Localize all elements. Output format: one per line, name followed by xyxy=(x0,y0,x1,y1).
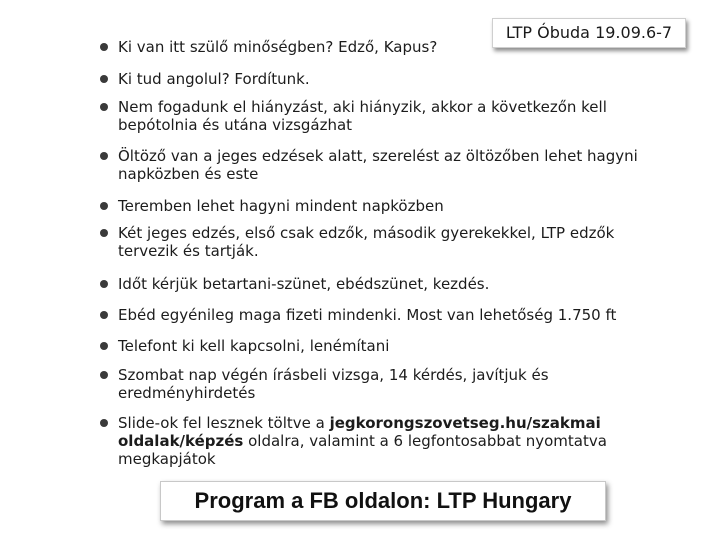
bullet-text: Ki tud angolul? Fordítunk. xyxy=(118,70,310,88)
bullet-text: Ki van itt szülő minőségben? Edző, Kapus? xyxy=(118,38,438,56)
bullet-dot-icon xyxy=(100,202,108,210)
bullet-dot-icon xyxy=(100,342,108,350)
bullet-text: Időt kérjük betartani-szünet, ebédszünet, kezdés. xyxy=(118,275,490,293)
bullet-text: Telefont ki kell kapcsolni, lenémítani xyxy=(118,337,390,355)
bullet-dot-icon xyxy=(100,152,108,160)
jegkorongszovetseg-link[interactable]: jegkorongszovetseg.hu/szakmai oldalak/képzés xyxy=(118,414,601,450)
bullet-dot-icon xyxy=(100,371,108,379)
bullet-dot-icon xyxy=(100,229,108,237)
facebook-program-banner: Program a FB oldalon: LTP Hungary xyxy=(160,481,606,521)
bullet-text: Teremben lehet hagyni mindent napközben xyxy=(118,197,444,215)
bullet-text-prefix: Slide-ok fel lesznek töltve a xyxy=(118,414,330,432)
bullet-text xyxy=(118,414,678,468)
bullet-text: Nem fogadunk el hiányzást, aki hiányzik, akkor a következőn kell bepótolnia és utána vizsgázhat xyxy=(118,98,607,134)
bullet-dot-icon xyxy=(100,311,108,319)
bullet-dot-icon xyxy=(100,75,108,83)
bullet-text: Öltöző van a jeges edzések alatt, szerelést az öltözőben lehet hagyni napközben és este xyxy=(118,147,638,183)
bullet-dot-icon xyxy=(100,280,108,288)
bullet-text-suffix: oldalra, valamint a 6 legfontosabbat nyomtatva megkapjátok xyxy=(118,432,607,468)
slide-title: LTP Óbuda 19.09.6-7 xyxy=(492,18,686,48)
bullet-dot-icon xyxy=(100,419,108,427)
bullet-dot-icon xyxy=(100,43,108,51)
bullet-dot-icon xyxy=(100,103,108,111)
bullet-text: Ebéd egyénileg maga fizeti mindenki. Most van lehetőség 1.750 ft xyxy=(118,306,617,324)
bullet-text: Két jeges edzés, első csak edzők, második gyerekekkel, LTP edzők tervezik és tartják. xyxy=(118,224,615,260)
bullet-text: Szombat nap végén írásbeli vizsga, 14 kérdés, javítjuk és eredményhirdetés xyxy=(118,366,549,402)
